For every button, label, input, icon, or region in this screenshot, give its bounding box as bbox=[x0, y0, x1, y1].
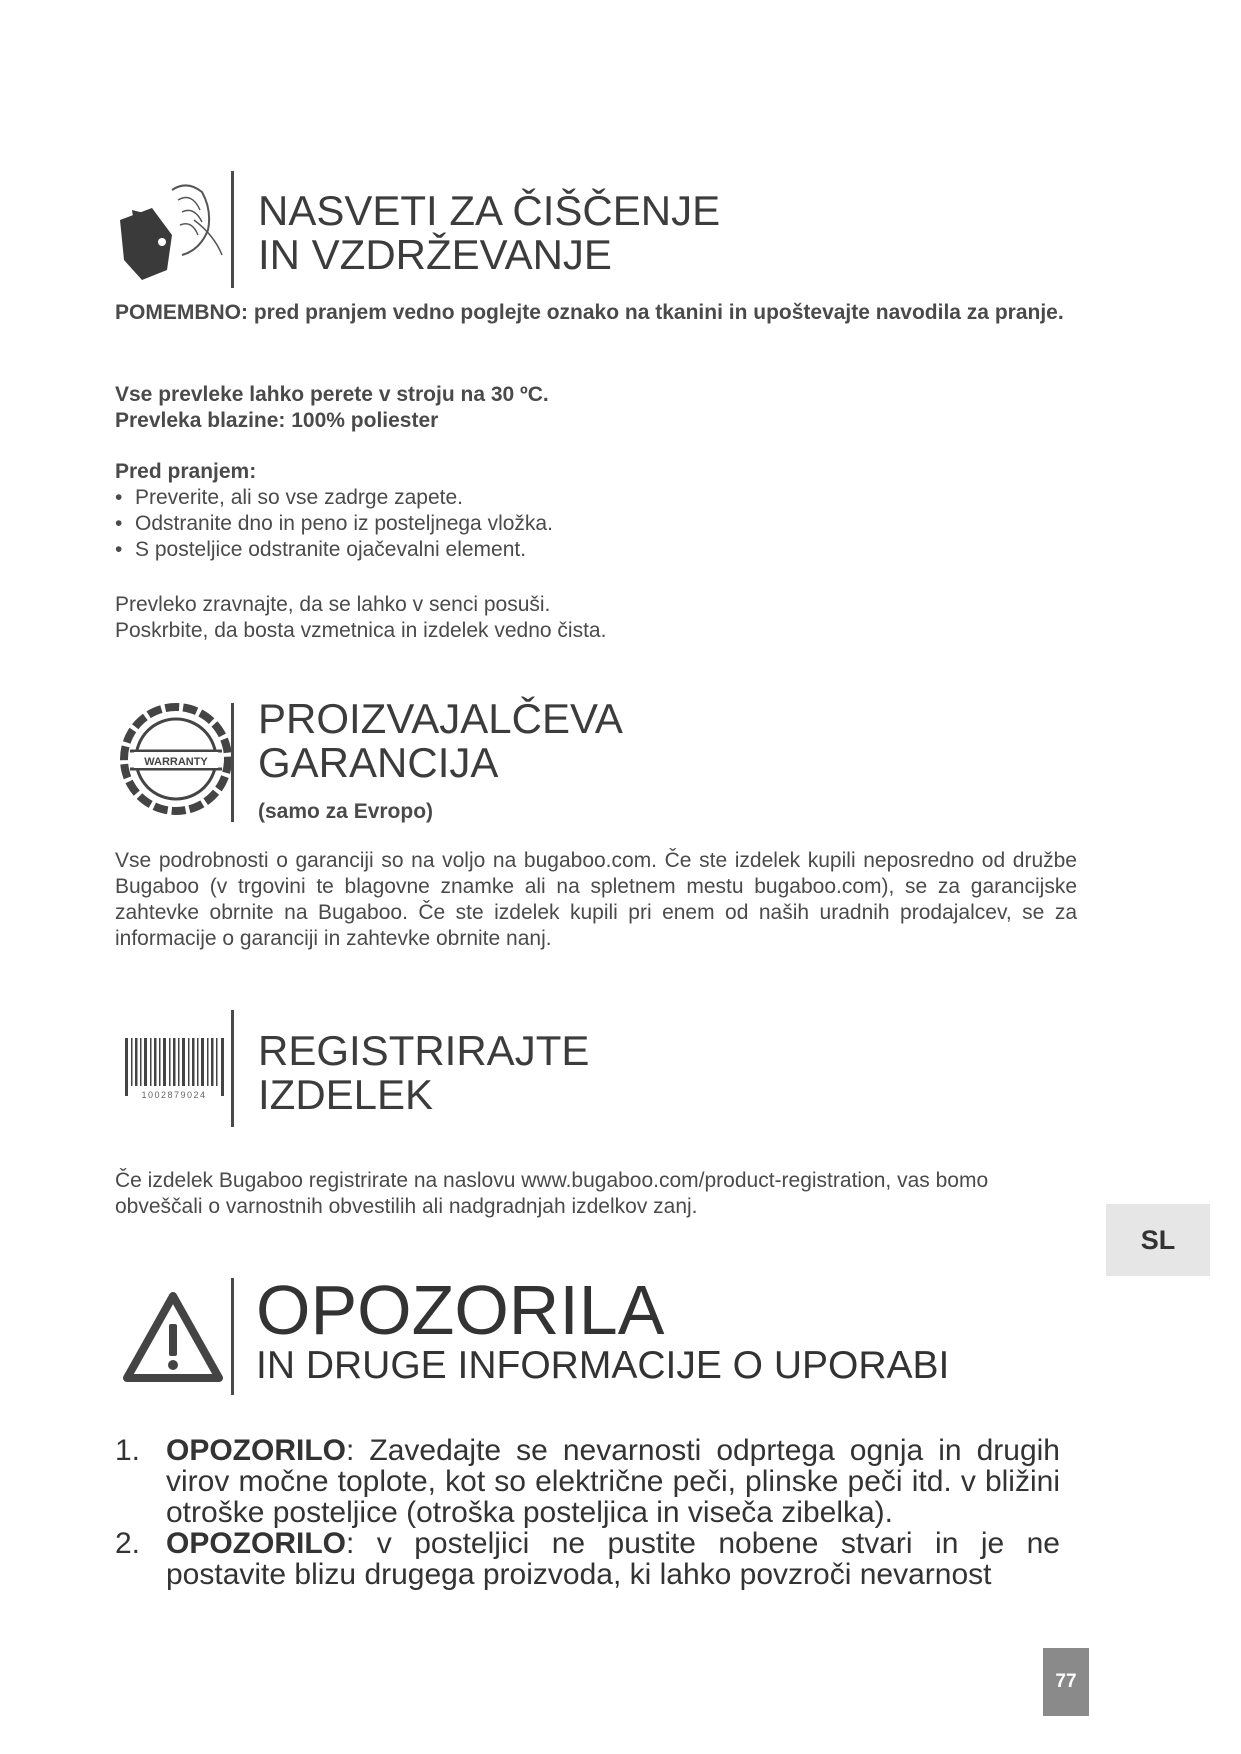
warning-triangle-icon bbox=[121, 1290, 225, 1384]
cleaning-heading-line1: NASVETI ZA ČIŠČENJE bbox=[258, 187, 721, 234]
wash-info bbox=[115, 382, 549, 434]
register-heading-line2: IZDELEK bbox=[258, 1071, 434, 1118]
wash-line-1: Vse prevleke lahko perete v stroju na 30 ºC. bbox=[115, 383, 549, 406]
heading-divider bbox=[231, 1278, 234, 1395]
hands-washing-icon bbox=[112, 180, 232, 285]
barcode-icon bbox=[123, 1036, 228, 1106]
warnings-heading-sub: IN DRUGE INFORMACIJE O UPORABI bbox=[256, 1344, 950, 1387]
heading-divider bbox=[231, 171, 234, 288]
warnings-heading bbox=[256, 1271, 950, 1387]
warranty-heading bbox=[258, 697, 623, 825]
warranty-subtitle: (samo za Evropo) bbox=[258, 800, 434, 823]
warning-label: OPOZORILO bbox=[166, 1434, 346, 1467]
heading-divider bbox=[231, 1010, 234, 1127]
warranty-body: Vse podrobnosti o garanciji so na voljo na bugaboo.com. Če ste izdelek kupili neposredno od družbe Bugaboo (v trgovini te blagovne znamke ali na spletnem mestu bugaboo.com), se za garancijske zahtevke obrnite na Bugaboo. Če ste izdelek kupili pri enem od naših uradnih prodajalcev, se za informacije o garanciji in zahtevke obrnite nanj. bbox=[115, 849, 1077, 950]
barcode-number: 1002879024 bbox=[141, 1090, 207, 1100]
warning-label: OPOZORILO bbox=[166, 1527, 346, 1560]
warranty-heading-line2: GARANCIJA bbox=[258, 739, 499, 786]
cleaning-heading-line2: IN VZDRŽEVANJE bbox=[258, 231, 612, 278]
page-number: 77 bbox=[1043, 1648, 1089, 1716]
after-washing bbox=[115, 592, 606, 644]
cleaning-heading bbox=[258, 189, 720, 277]
important-text: pred pranjem vedno poglejte oznako na tkanini in upoštevajte navodila za pranje. bbox=[248, 301, 1064, 324]
warnings-heading-big: OPOZORILA bbox=[256, 1271, 665, 1349]
list-item: • Preverite, ali so vse zadrge zapete. bbox=[115, 485, 553, 511]
register-heading-line1: REGISTRIRAJTE bbox=[258, 1027, 590, 1074]
language-tab: SL bbox=[1106, 1204, 1210, 1276]
before-list bbox=[115, 485, 553, 563]
important-note bbox=[115, 300, 1090, 326]
list-item: • S posteljice odstranite ojačevalni element. bbox=[115, 537, 553, 563]
after-line-1: Prevleko zravnajte, da se lahko v senci posuši. bbox=[115, 593, 551, 616]
before-washing bbox=[115, 459, 553, 563]
warnings-list bbox=[115, 1435, 1060, 1590]
warranty-seal-icon bbox=[120, 703, 232, 815]
important-label: POMEMBNO: bbox=[115, 301, 248, 324]
list-item bbox=[115, 1435, 1060, 1528]
wash-line-2: Prevleka blazine: 100% poliester bbox=[115, 409, 439, 432]
register-heading bbox=[258, 1029, 589, 1117]
list-item bbox=[115, 1528, 1060, 1590]
warning-number: 1. bbox=[115, 1434, 141, 1467]
warranty-icon-label: WARRANTY bbox=[144, 756, 208, 768]
warning-number: 2. bbox=[115, 1527, 141, 1560]
list-item: • Odstranite dno in peno iz posteljnega vložka. bbox=[115, 511, 553, 537]
before-title: Pred pranjem: bbox=[115, 460, 257, 483]
warranty-heading-line1: PROIZVAJALČEVA bbox=[258, 695, 623, 742]
warning-text: : Zavedajte se nevarnosti odprtega ognja in drugih virov močne toplote, kot so električne peči, plinske peči itd. v bližini otroške posteljice (otroška posteljica in viseča zibelka). bbox=[166, 1434, 1060, 1529]
after-line-2: Poskrbite, da bosta vzmetnica in izdelek vedno čista. bbox=[115, 619, 607, 642]
warning-text: : v posteljici ne pustite nobene stvari in je ne postavite blizu drugega proizvoda, ki lahko povzroči nevarnost bbox=[166, 1527, 1060, 1591]
register-body: Če izdelek Bugaboo registrirate na naslovu www.bugaboo.com/product-registration, vas bomo obveščali o varnostnih obvestilih ali nadgradnjah izdelkov zanj. bbox=[115, 1169, 989, 1218]
heading-divider bbox=[231, 703, 234, 822]
